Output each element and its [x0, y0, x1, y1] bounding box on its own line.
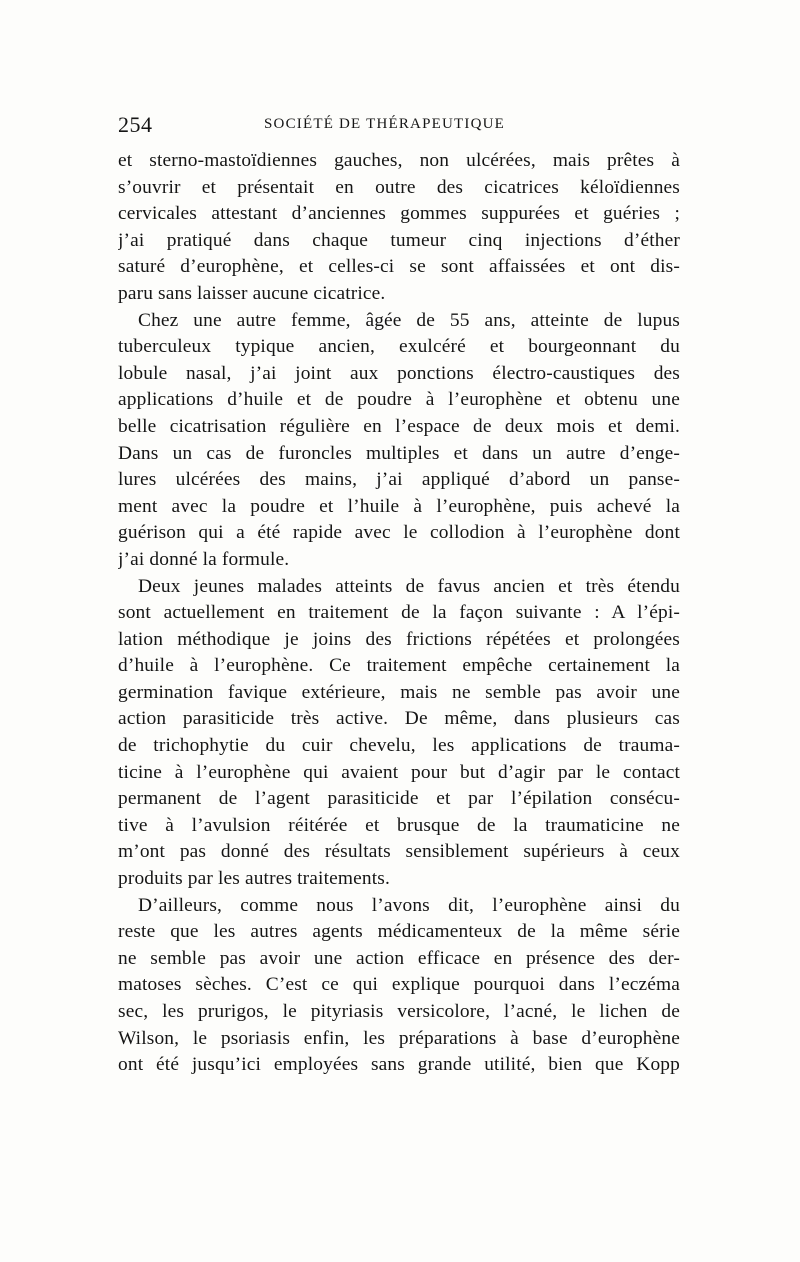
text-line: applications d’huile et de poudre à l’europhène et obtenu une [118, 389, 680, 411]
text-line: D’ailleurs, comme nous l’avons dit, l’europhène ainsi du [138, 894, 680, 916]
text-line: lures ulcérées des mains, j’ai appliqué d’abord un panse- [118, 469, 680, 491]
text-line: produits par les autres traitements. [118, 868, 390, 890]
paragraph [118, 308, 680, 574]
text-line: guérison qui a été rapide avec le collodion à l’europhène dont [118, 522, 680, 544]
text-line: permanent de l’agent parasiticide et par l’épilation consécu- [118, 788, 680, 810]
text-line: et sterno-mastoïdiennes gauches, non ulcérées, mais prêtes à [118, 150, 680, 171]
paragraph [118, 893, 680, 1079]
page-header [118, 112, 680, 142]
text-line: j’ai pratiqué dans chaque tumeur cinq injections d’éther [118, 229, 680, 251]
text-line: cervicales attestant d’anciennes gommes suppurées et guéries ; [118, 203, 680, 225]
text-line: lobule nasal, j’ai joint aux ponctions électro-caustiques des [118, 362, 680, 384]
running-head: SOCIÉTÉ DE THÉRAPEUTIQUE [264, 116, 506, 132]
text-line: ment avec la poudre et l’huile à l’europhène, puis achevé la [118, 495, 680, 517]
body-text [118, 148, 680, 1079]
text-line: s’ouvrir et présentait en outre des cicatrices kéloïdiennes [118, 176, 680, 198]
text-line: sont actuellement en traitement de la façon suivante : A l’épi- [118, 602, 680, 624]
text-line: sec, les prurigos, le pityriasis versicolore, l’acné, le lichen de [118, 1001, 680, 1022]
text-line: de trichophytie du cuir chevelu, les applications de trauma- [118, 735, 680, 757]
page-number: 254 [118, 112, 153, 137]
paragraph [118, 574, 680, 893]
text-line: paru sans laisser aucune cicatrice. [118, 282, 386, 304]
text-line: germination favique extérieure, mais ne semble pas avoir une [118, 681, 680, 703]
paragraph [118, 148, 680, 308]
text-line: j’ai donné la formule. [118, 548, 290, 570]
text-line: Chez une autre femme, âgée de 55 ans, atteinte de lupus [138, 309, 680, 331]
text-line: action parasiticide très active. De même, dans plusieurs cas [118, 708, 680, 730]
text-line: ont été jusqu’ici employées sans grande utilité, bien que Kopp [118, 1054, 680, 1076]
text-line: tive à l’avulsion réitérée et brusque de la traumaticine ne [118, 814, 680, 836]
text-line: belle cicatrisation régulière en l’espace de deux mois et demi. [118, 415, 680, 437]
text-line: m’ont pas donné des résultats sensiblement supérieurs à ceux [118, 841, 680, 863]
text-line: Dans un cas de furoncles multiples et dans un autre d’enge- [118, 442, 680, 464]
text-line: matoses sèches. C’est ce qui explique pourquoi dans l’eczéma [118, 974, 680, 996]
text-line: Wilson, le psoriasis enfin, les préparations à base d’europhène [118, 1027, 680, 1049]
text-line: tuberculeux typique ancien, exulcéré et bourgeonnant du [118, 336, 680, 358]
text-line: ticine à l’europhène qui avaient pour but d’agir par le contact [118, 761, 680, 783]
text-line: lation méthodique je joins des frictions répétées et prolongées [118, 628, 680, 650]
text-line: ne semble pas avoir une action efficace en présence des der- [118, 947, 680, 969]
text-line: saturé d’europhène, et celles-ci se sont affaissées et ont dis- [118, 256, 680, 278]
text-line: Deux jeunes malades atteints de favus ancien et très étendu [138, 575, 680, 597]
text-line: d’huile à l’europhène. Ce traitement empêche certainement la [118, 655, 680, 677]
text-line: reste que les autres agents médicamenteux de la même série [118, 921, 680, 943]
